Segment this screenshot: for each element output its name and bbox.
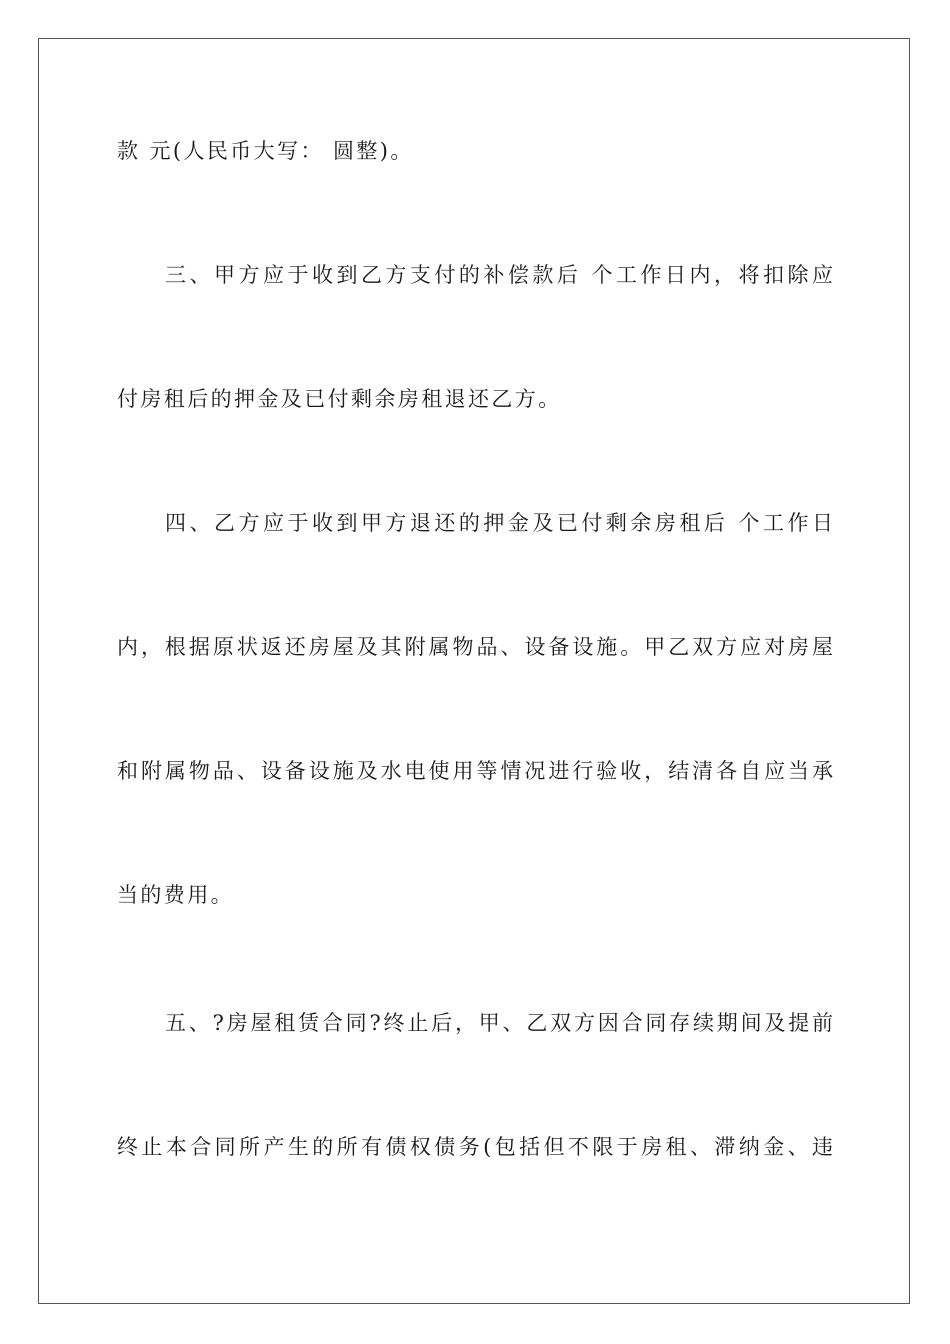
text-line-2: 三、甲方应于收到乙方支付的补偿款后 个工作日内，将扣除应: [165, 263, 833, 287]
text-line-6: 和附属物品、设备设施及水电使用等情况进行验收，结清各自应当承: [117, 759, 833, 783]
text-line-8: 五、?房屋租赁合同?终止后，甲、乙双方因合同存续期间及提前: [165, 1011, 833, 1035]
text-line-1: 款 元(人民币大写： 圆整)。: [117, 139, 414, 163]
text-line-5: 内，根据原状返还房屋及其附属物品、设备设施。甲乙双方应对房屋: [117, 635, 833, 659]
page-border: [38, 38, 910, 1304]
text-line-4: 四、乙方应于收到甲方退还的押金及已付剩余房租后 个工作日: [165, 511, 833, 535]
text-line-9: 终止本合同所产生的所有债权债务(包括但不限于房租、滞纳金、违: [117, 1135, 833, 1159]
text-line-3: 付房租后的押金及已付剩余房租退还乙方。: [117, 387, 562, 411]
text-line-7: 当的费用。: [117, 883, 234, 907]
